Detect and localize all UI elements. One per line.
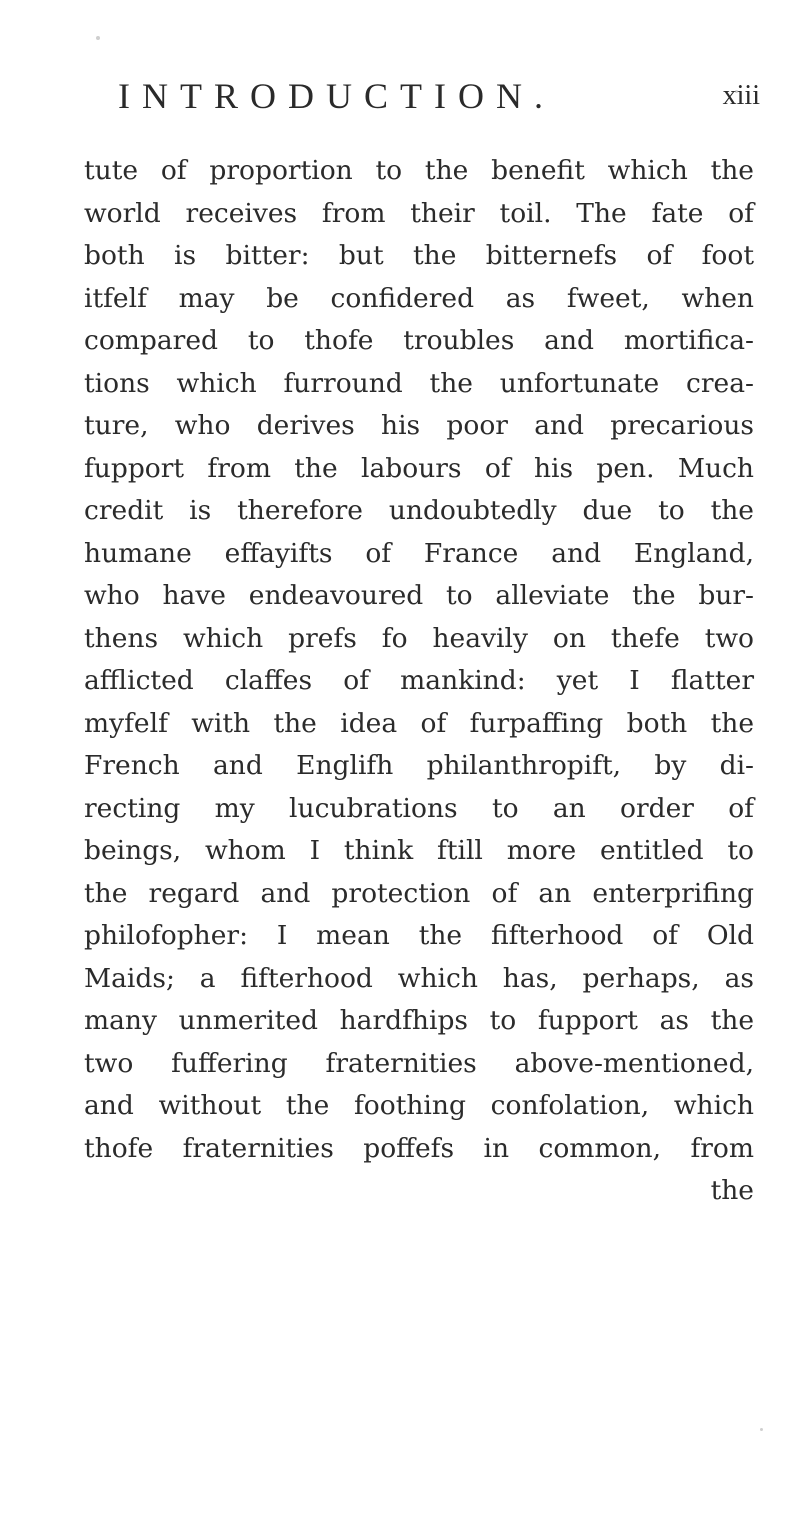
- page-number: xiii: [722, 80, 760, 111]
- text-line: two fuffering fraternities above-mentioned,: [84, 1047, 754, 1079]
- text-line: philofopher: I mean the fifterhood of Old: [84, 920, 754, 951]
- text-line: thens which prefs fo heavily on thefe two: [84, 622, 754, 654]
- text-line: afflicted claffes of mankind: yet I flatter: [84, 665, 754, 696]
- text-line: and without the foothing confolation, which: [84, 1090, 754, 1121]
- text-line: fupport from the labours of his pen. Much: [84, 452, 754, 484]
- text-line: tute of proportion to the benefit which the: [84, 155, 754, 186]
- body-text: [84, 150, 754, 1213]
- text-line: compared to thofe troubles and mortifica-: [84, 325, 754, 356]
- text-line: myfelf with the idea of furpaffing both the: [84, 707, 754, 739]
- text-line: who have endeavoured to alleviate the bur-: [84, 580, 754, 611]
- running-head: [118, 72, 760, 120]
- running-title: INTRODUCTION.: [118, 76, 555, 116]
- text-line: thofe fraternities poffefs in common, from: [84, 1132, 754, 1164]
- text-line: French and Englifh philanthropift, by di-: [84, 750, 754, 781]
- text-line: both is bitter: but the bitternefs of foot: [84, 240, 754, 271]
- text-line: world receives from their toil. The fate of: [84, 197, 754, 229]
- paper-speck: [96, 36, 100, 40]
- text-line: ture, who derives his poor and precarious: [84, 410, 754, 441]
- text-line: humane effayifts of France and England,: [84, 537, 754, 569]
- text-line: itfelf may be confidered as fweet, when: [84, 282, 754, 314]
- text-line: many unmerited hardfhips to fupport as the: [84, 1005, 754, 1036]
- text-line: tions which furround the unfortunate crea-: [84, 367, 754, 399]
- text-line: beings, whom I think ftill more entitled to: [84, 835, 754, 866]
- text-line: credit is therefore undoubtedly due to the: [84, 495, 754, 526]
- text-line: the regard and protection of an enterprifing: [84, 877, 754, 909]
- text-line: Maids; a fifterhood which has, perhaps, as: [84, 962, 754, 994]
- catchword: the: [710, 1175, 754, 1206]
- paper-speck: [760, 1428, 763, 1431]
- text-line: recting my lucubrations to an order of: [84, 792, 754, 824]
